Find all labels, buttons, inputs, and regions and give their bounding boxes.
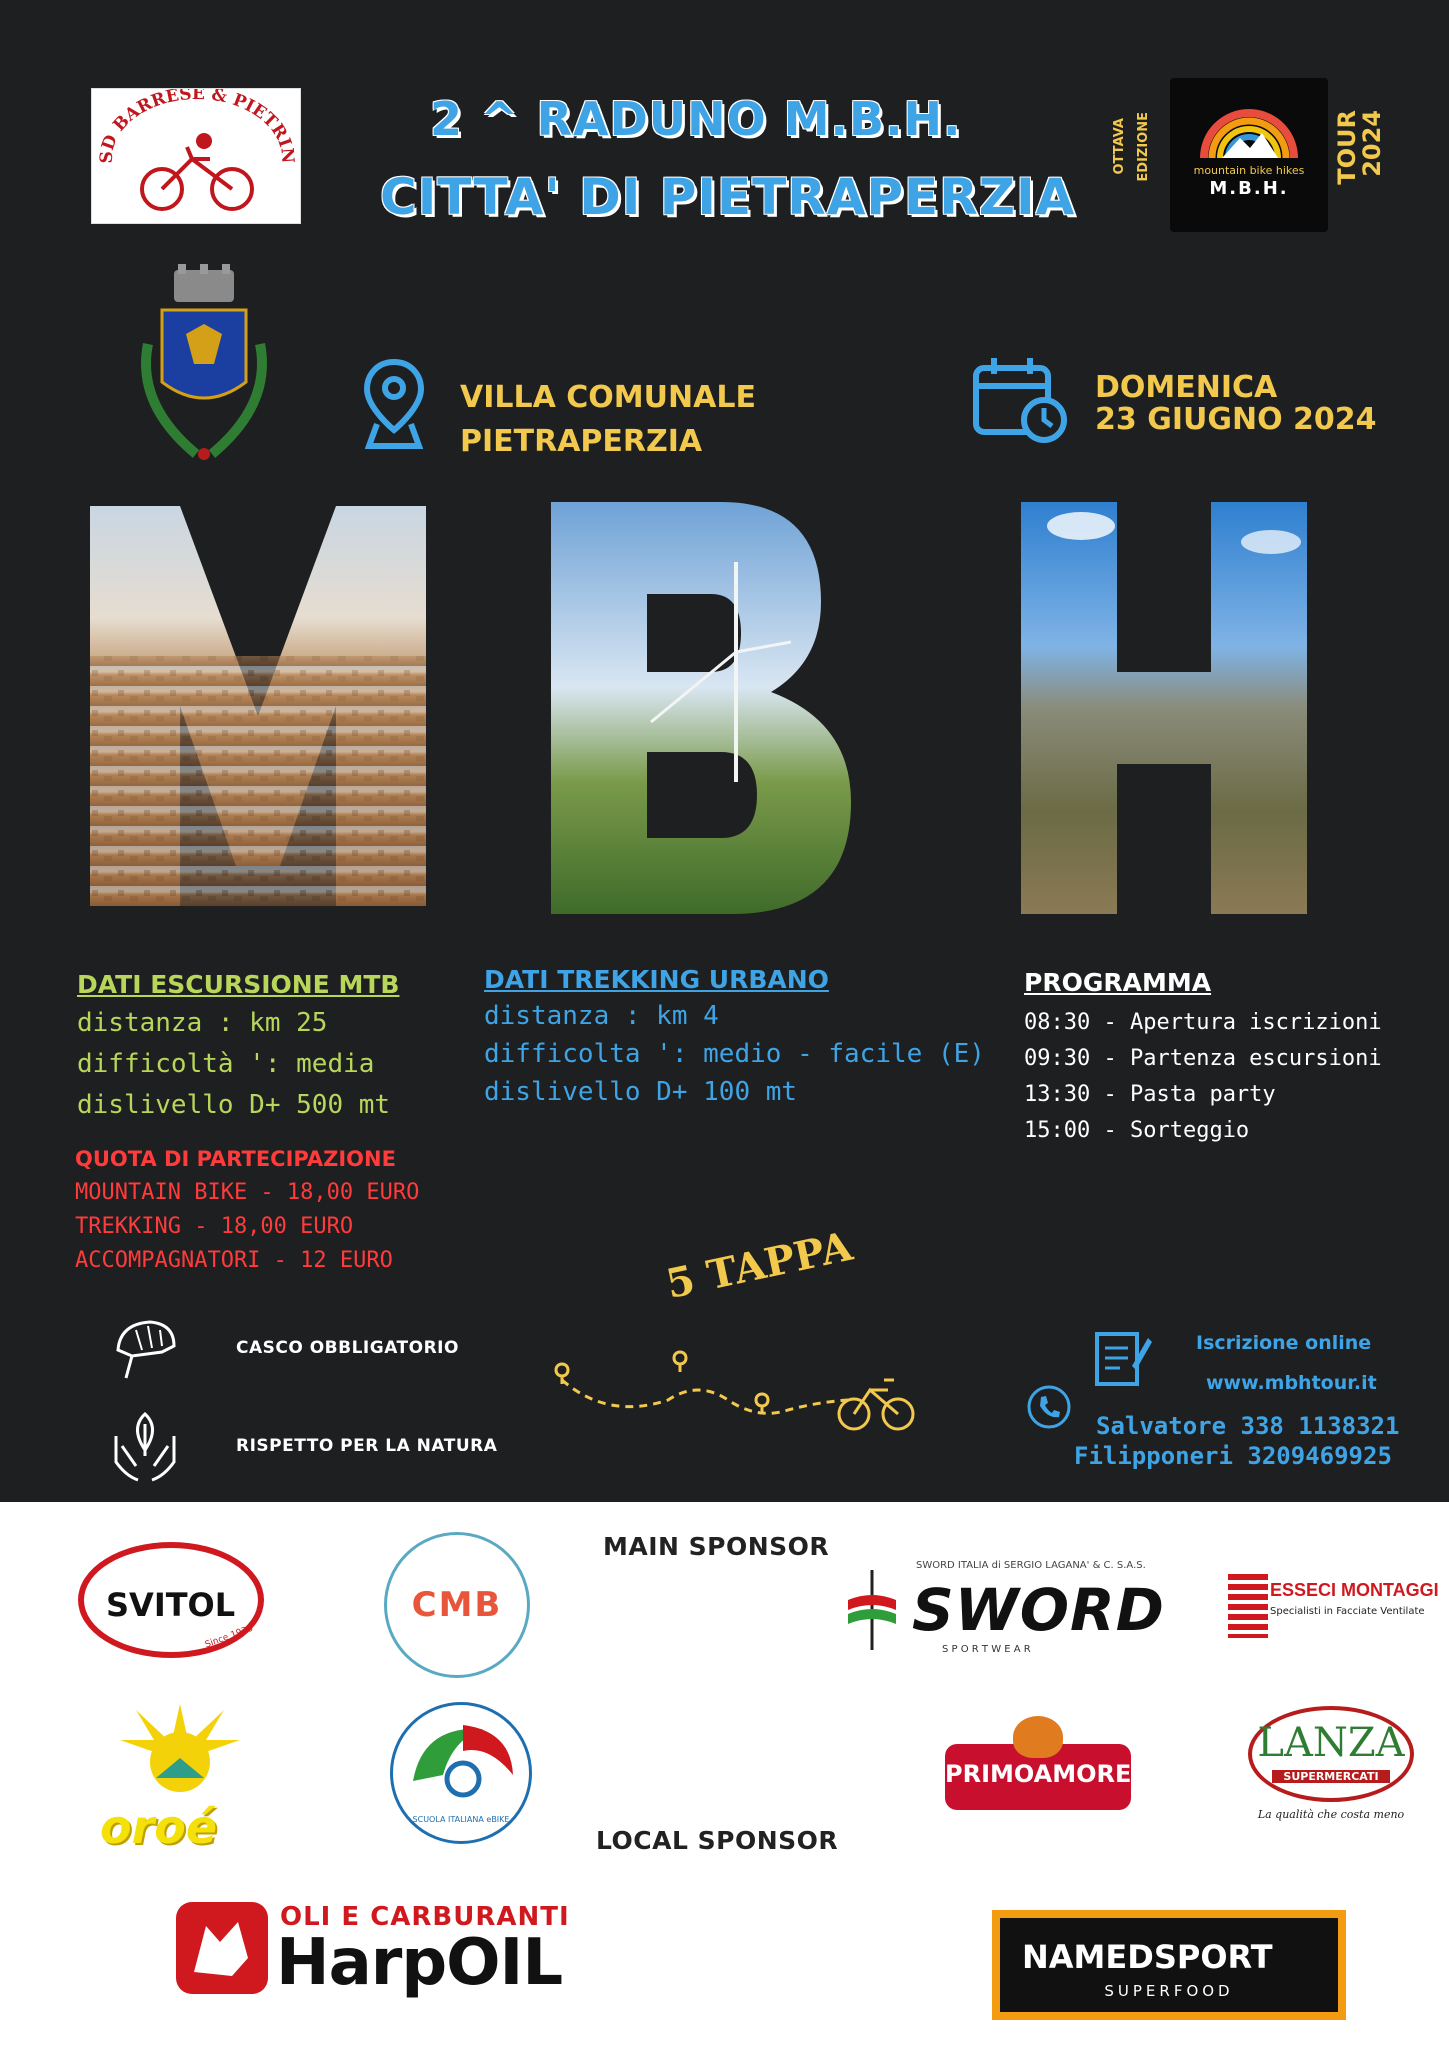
tour-logo-left-words <box>1112 118 1132 198</box>
phone-line-1 <box>1096 1412 1399 1440</box>
scuola-ebike-logo <box>390 1702 532 1844</box>
namedsport-logo <box>992 1910 1346 2020</box>
venue-line2: PIETRAPERZIA <box>460 424 703 459</box>
lanza-sub: SUPERMERCATI <box>1272 1770 1390 1783</box>
tour-logo-ottava: OTTAVA <box>1112 118 1127 175</box>
sword-sub: S P O R T W E A R <box>942 1644 1031 1655</box>
programma-item <box>1024 1046 1382 1071</box>
event-title-line1: 2 ^ RADUNO M.B.H. <box>430 92 962 146</box>
svitol-since: Since 1938 <box>203 1623 255 1651</box>
esseci-logo <box>1228 1574 1439 1644</box>
phone-line-2 <box>1074 1442 1392 1470</box>
programma-text: - Pasta party <box>1103 1082 1276 1107</box>
sword-flag-icon <box>842 1570 902 1650</box>
harpoil-name: HarpOIL <box>276 1926 563 2000</box>
route-bike-icon <box>548 1350 918 1440</box>
quota-trekking: TREKKING - 18,00 EURO <box>75 1214 354 1239</box>
programma-item <box>1024 1118 1249 1143</box>
quota-heading: QUOTA DI PARTECIPAZIONE <box>75 1147 396 1171</box>
programma-heading: PROGRAMMA <box>1024 968 1212 997</box>
location-pin-icon <box>363 358 425 450</box>
phone-icon <box>1026 1384 1072 1430</box>
lanza-logo <box>1248 1706 1414 1826</box>
programma-time: 08:30 <box>1024 1010 1091 1035</box>
lanza-name: LANZA <box>1257 1720 1405 1766</box>
primoamore-logo <box>945 1714 1131 1830</box>
namedsport-sub: SUPERFOOD <box>1104 1982 1234 2000</box>
calendar-icon <box>972 354 1068 444</box>
venue-line1: VILLA COMUNALE <box>460 380 756 415</box>
event-title-line2: CITTA' DI PIETRAPERZIA <box>380 168 1076 226</box>
svg-text:ASD BARRESE & PIETRINA <box>92 89 297 164</box>
trekking-line-distance: distanza : km 4 <box>484 1001 719 1031</box>
scuola-ebike-name: SCUOLA ITALIANA eBIKE <box>412 1815 510 1824</box>
mtb-line-difficulty: difficoltà ': media <box>77 1049 375 1079</box>
tour-logo-rainbow-icon <box>1170 78 1328 232</box>
lanza-tagline: La qualità che costa meno <box>1257 1808 1405 1821</box>
quota-accompagnatori: ACCOMPAGNATORI - 12 EURO <box>75 1248 393 1273</box>
harpoil-top: OLI E CARBURANTI <box>280 1902 570 1932</box>
quota-mtb: MOUNTAIN BIKE - 18,00 EURO <box>75 1180 420 1205</box>
helmet-icon <box>112 1316 178 1386</box>
primoamore-tree-icon <box>1013 1716 1063 1758</box>
main-sponsor-heading: MAIN SPONSOR <box>603 1532 830 1561</box>
primoamore-name: PRIMOAMORE <box>945 1760 1132 1788</box>
phone1-number[interactable]: 338 1138321 <box>1240 1412 1400 1440</box>
nature-hands-leaf-icon <box>112 1406 178 1484</box>
local-sponsor-heading: LOCAL SPONSOR <box>596 1826 839 1855</box>
programma-time: 15:00 <box>1024 1118 1091 1143</box>
tour-logo-inner-line2: M.B.H. <box>1209 178 1289 199</box>
mtb-heading: DATI ESCURSIONE MTB <box>77 970 400 999</box>
sword-logo <box>842 1552 1172 1664</box>
programma-text: - Sorteggio <box>1103 1118 1250 1143</box>
trekking-line-difficulty: difficolta ': medio - facile (E) <box>484 1039 985 1069</box>
programma-item <box>1024 1010 1382 1035</box>
form-edit-icon <box>1094 1326 1152 1388</box>
programma-text: - Apertura iscrizioni <box>1103 1010 1382 1035</box>
helmet-notice: CASCO OBBLIGATORIO <box>236 1338 459 1358</box>
venue-text <box>460 376 756 464</box>
tour-logo-year-wrap <box>1358 110 1388 220</box>
tappa-label: 5 TAPPA <box>662 1222 857 1308</box>
oroe-logo <box>100 1700 260 1860</box>
mtb-line-distance: distanza : km 25 <box>77 1008 328 1038</box>
oroe-name: oroé <box>100 1800 218 1854</box>
phone2-number[interactable]: 3209469925 <box>1247 1442 1392 1470</box>
programma-text: - Partenza escursioni <box>1103 1046 1382 1071</box>
phone2-name: Filipponeri <box>1074 1442 1233 1470</box>
esseci-building-icon <box>1228 1574 1268 1638</box>
harpoil-logo <box>176 1902 606 2012</box>
programma-item <box>1024 1082 1276 1107</box>
tour-logo-edizione: EDIZIONE <box>1136 112 1151 182</box>
programma-time: 13:30 <box>1024 1082 1091 1107</box>
cmb-name: CMB <box>411 1585 503 1625</box>
date-line2: 23 GIUGNO 2024 <box>1095 402 1377 437</box>
coat-of-arms-emblem <box>126 264 282 470</box>
website-link[interactable]: www.mbhtour.it <box>1206 1372 1377 1394</box>
tour-logo-year: 2024 <box>1358 110 1386 177</box>
sword-top-text: SWORD ITALIA di SERGIO LAGANA' & C. S.A.S. <box>916 1560 1146 1571</box>
svitol-name: SVITOL <box>106 1586 236 1624</box>
event-date <box>1095 372 1377 436</box>
phone1-name: Salvatore <box>1096 1412 1227 1440</box>
esseci-sub: Specialisti in Facciate Ventilate <box>1270 1606 1425 1617</box>
trekking-heading: DATI TREKKING URBANO <box>484 965 829 994</box>
oroe-sun-icon <box>100 1700 260 1810</box>
mtb-line-elevation: dislivello D+ 500 mt <box>77 1090 391 1120</box>
iscrizione-label: Iscrizione online <box>1196 1332 1372 1354</box>
letter-m-photo <box>90 506 426 906</box>
nature-notice: RISPETTO PER LA NATURA <box>236 1436 498 1456</box>
namedsport-name: NAMEDSPORT <box>1022 1938 1273 1976</box>
tour-logo <box>1170 78 1328 232</box>
trekking-line-elevation: dislivello D+ 100 mt <box>484 1077 798 1107</box>
asd-logo <box>91 88 301 224</box>
letter-b-photo <box>551 502 851 914</box>
programma-time: 09:30 <box>1024 1046 1091 1071</box>
tour-logo-tour: TOUR <box>1333 110 1361 185</box>
sword-name: SWORD <box>912 1576 1165 1644</box>
esseci-name: ESSECI MONTAGGI <box>1270 1580 1439 1600</box>
tour-logo-edizione-wrap <box>1136 112 1156 202</box>
letter-h-photo <box>1021 502 1307 914</box>
svitol-logo <box>78 1542 264 1658</box>
tour-logo-inner-line1: mountain bike hikes <box>1193 164 1305 177</box>
asd-logo-text: SD BARRESE & PIETRIN <box>96 89 298 165</box>
cmb-logo <box>384 1532 530 1678</box>
harpoil-wolf-icon <box>176 1902 268 1994</box>
date-line1: DOMENICA <box>1095 370 1278 405</box>
